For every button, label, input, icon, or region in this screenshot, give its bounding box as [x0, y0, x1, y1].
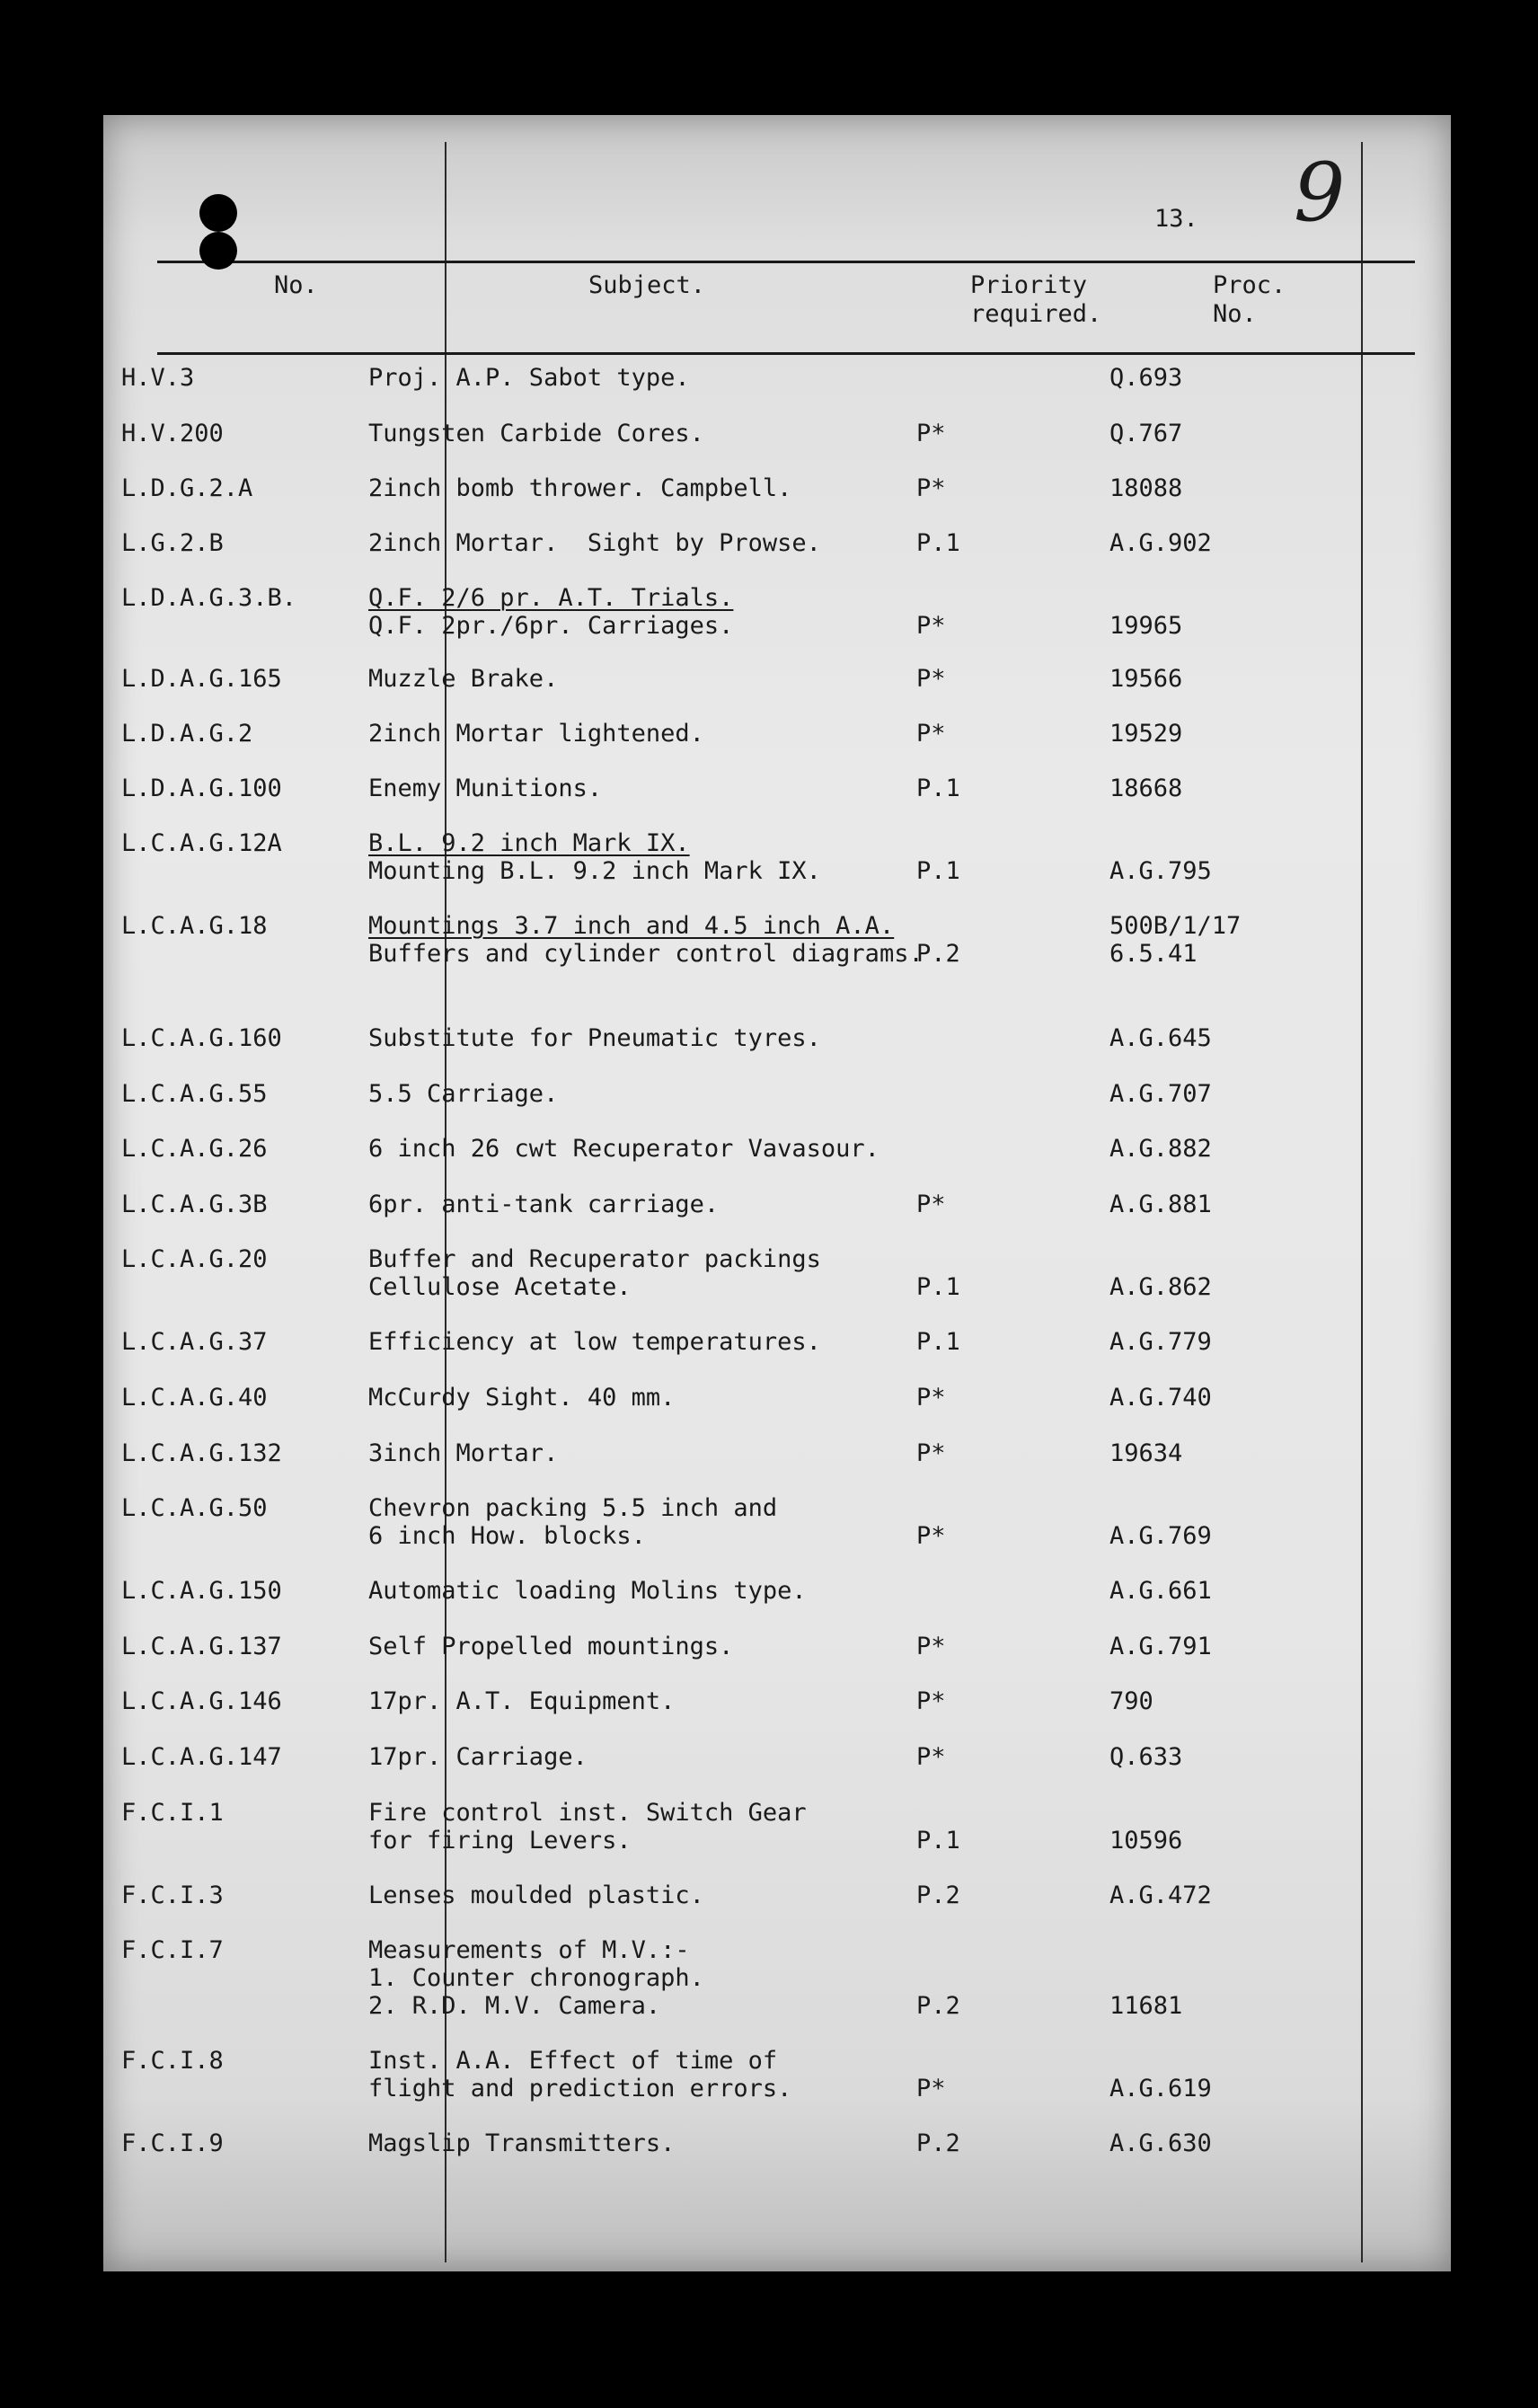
row-priority: P.2 — [916, 940, 960, 968]
row-subject: Muzzle Brake. — [368, 665, 559, 693]
row-subject: Q.F. 2/6 pr. A.T. Trials. — [368, 584, 734, 612]
row-subject: Substitute for Pneumatic tyres. — [368, 1024, 821, 1052]
row-priority: P* — [916, 665, 946, 693]
row-proc-number: 10596 — [1109, 1827, 1183, 1855]
row-proc-number: A.G.902 — [1109, 529, 1212, 557]
row-priority: P* — [916, 1191, 946, 1218]
row-subject: Q.F. 2pr./6pr. Carriages. — [368, 612, 734, 640]
row-proc-number: A.G.707 — [1109, 1080, 1212, 1108]
row-number: L.C.A.G.150 — [121, 1577, 282, 1605]
row-proc-number: 18088 — [1109, 474, 1183, 502]
row-priority: P* — [916, 1439, 946, 1467]
row-subject: Tungsten Carbide Cores. — [368, 420, 704, 447]
row-number: L.C.A.G.20 — [121, 1245, 268, 1273]
row-priority: P* — [916, 1522, 946, 1550]
row-proc-number: A.G.661 — [1109, 1577, 1212, 1605]
row-subject: 6 inch How. blocks. — [368, 1522, 646, 1550]
row-subject: Efficiency at low temperatures. — [368, 1328, 821, 1356]
row-subject: 2inch Mortar lightened. — [368, 720, 704, 748]
row-subject: Enemy Munitions. — [368, 775, 603, 802]
header-rule-top — [157, 261, 1415, 263]
row-subject: Mounting B.L. 9.2 inch Mark IX. — [368, 857, 821, 885]
row-number: L.C.A.G.40 — [121, 1384, 268, 1412]
row-proc-number: 19965 — [1109, 612, 1183, 640]
row-priority: P.2 — [916, 1881, 960, 1909]
row-subject: Buffers and cylinder control diagrams. — [368, 940, 924, 968]
header-priority: Priority required. — [970, 271, 1102, 328]
row-subject: 2inch bomb thrower. Campbell. — [368, 474, 792, 502]
row-subject: 2inch Mortar. Sight by Prowse. — [368, 529, 821, 557]
row-proc-number: A.G.630 — [1109, 2129, 1212, 2157]
row-subject: Lenses moulded plastic. — [368, 1881, 704, 1909]
row-subject: 17pr. A.T. Equipment. — [368, 1687, 676, 1715]
row-number: L.C.A.G.12A — [121, 829, 282, 857]
row-priority: P.1 — [916, 775, 960, 802]
row-number: L.D.A.G.165 — [121, 665, 282, 693]
row-priority: P* — [916, 420, 946, 447]
row-number: L.D.A.G.3.B. — [121, 584, 297, 612]
row-priority: P* — [916, 1743, 946, 1771]
row-priority: P* — [916, 612, 946, 640]
header-rule-bottom — [157, 352, 1415, 355]
row-proc-number: 19529 — [1109, 720, 1183, 748]
row-subject: 1. Counter chronograph. — [368, 1964, 704, 1992]
row-proc-number: A.G.881 — [1109, 1191, 1212, 1218]
row-priority: P* — [916, 1687, 946, 1715]
row-subject: Measurements of M.V.:- — [368, 1936, 690, 1964]
row-subject: Cellulose Acetate. — [368, 1273, 632, 1301]
row-priority: P.1 — [916, 1328, 960, 1356]
row-subject: Inst. A.A. Effect of time of — [368, 2047, 778, 2075]
row-subject: Fire control inst. Switch Gear — [368, 1799, 807, 1827]
row-number: F.C.I.8 — [121, 2047, 224, 2075]
header-no: No. — [274, 271, 318, 299]
row-proc-number: A.G.645 — [1109, 1024, 1212, 1052]
row-number: L.D.A.G.100 — [121, 775, 282, 802]
row-subject: McCurdy Sight. 40 mm. — [368, 1384, 676, 1412]
row-number: F.C.I.7 — [121, 1936, 224, 1964]
row-number: H.V.200 — [121, 420, 224, 447]
row-subject: Automatic loading Molins type. — [368, 1577, 807, 1605]
row-proc-number: A.G.882 — [1109, 1135, 1212, 1163]
row-proc-number: A.G.791 — [1109, 1633, 1212, 1660]
row-priority: P.2 — [916, 1992, 960, 2020]
row-subject: 6pr. anti-tank carriage. — [368, 1191, 720, 1218]
row-subject: 3inch Mortar. — [368, 1439, 559, 1467]
row-number: L.C.A.G.55 — [121, 1080, 268, 1108]
row-number: L.G.2.B — [121, 529, 224, 557]
row-priority: P* — [916, 1633, 946, 1660]
column-divider-right — [1361, 142, 1363, 2262]
punch-hole-bottom — [199, 232, 237, 270]
row-proc-number: A.G.769 — [1109, 1522, 1212, 1550]
row-proc-number: A.G.862 — [1109, 1273, 1212, 1301]
row-number: F.C.I.1 — [121, 1799, 224, 1827]
row-subject: Chevron packing 5.5 inch and — [368, 1494, 778, 1522]
row-priority: P* — [916, 1384, 946, 1412]
row-subject: Mountings 3.7 inch and 4.5 inch A.A. — [368, 912, 895, 940]
row-proc-number: Q.693 — [1109, 364, 1183, 392]
header-proc: Proc. No. — [1213, 271, 1286, 328]
row-subject: B.L. 9.2 inch Mark IX. — [368, 829, 690, 857]
row-proc-number: 790 — [1109, 1687, 1154, 1715]
row-subject: 2. R.D. M.V. Camera. — [368, 1992, 661, 2020]
row-proc-number: A.G.619 — [1109, 2075, 1212, 2103]
row-number: L.D.A.G.2 — [121, 720, 253, 748]
row-proc-number: Q.767 — [1109, 420, 1183, 447]
punch-hole-top — [199, 194, 237, 232]
row-number: L.C.A.G.132 — [121, 1439, 282, 1467]
row-number: L.C.A.G.147 — [121, 1743, 282, 1771]
row-proc-number: Q.633 — [1109, 1743, 1183, 1771]
row-number: L.C.A.G.3B — [121, 1191, 268, 1218]
folio-number: 9 — [1294, 146, 1346, 240]
row-number: L.C.A.G.160 — [121, 1024, 282, 1052]
row-number: H.V.3 — [121, 364, 195, 392]
row-proc-number: 18668 — [1109, 775, 1183, 802]
row-number: L.C.A.G.50 — [121, 1494, 268, 1522]
row-subject: 17pr. Carriage. — [368, 1743, 588, 1771]
row-subject: 6 inch 26 cwt Recuperator Vavasour. — [368, 1135, 879, 1163]
row-priority: P* — [916, 474, 946, 502]
row-number: F.C.I.9 — [121, 2129, 224, 2157]
row-subject: Proj. A.P. Sabot type. — [368, 364, 690, 392]
row-proc-number: A.G.472 — [1109, 1881, 1212, 1909]
row-priority: P.1 — [916, 857, 960, 885]
row-subject: flight and prediction errors. — [368, 2075, 792, 2103]
row-priority: P.1 — [916, 1827, 960, 1855]
row-proc-number: 19566 — [1109, 665, 1183, 693]
row-priority: P.1 — [916, 1273, 960, 1301]
row-proc-number: 11681 — [1109, 1992, 1183, 2020]
row-number: L.C.A.G.146 — [121, 1687, 282, 1715]
row-number: L.D.G.2.A — [121, 474, 253, 502]
row-proc-number: A.G.779 — [1109, 1328, 1212, 1356]
row-number: L.C.A.G.137 — [121, 1633, 282, 1660]
row-proc-number: A.G.795 — [1109, 857, 1212, 885]
row-number: L.C.A.G.37 — [121, 1328, 268, 1356]
row-number: L.C.A.G.26 — [121, 1135, 268, 1163]
row-subject: Magslip Transmitters. — [368, 2129, 676, 2157]
row-subject: for firing Levers. — [368, 1827, 632, 1855]
row-priority: P.1 — [916, 529, 960, 557]
row-subject: Buffer and Recuperator packings — [368, 1245, 821, 1273]
row-proc-number: 500B/1/17 6.5.41 — [1109, 912, 1242, 968]
row-number: F.C.I.3 — [121, 1881, 224, 1909]
header-subject: Subject. — [588, 271, 706, 299]
row-priority: P.2 — [916, 2129, 960, 2157]
row-subject: Self Propelled mountings. — [368, 1633, 734, 1660]
row-number: L.C.A.G.18 — [121, 912, 268, 940]
row-priority: P* — [916, 720, 946, 748]
row-proc-number: A.G.740 — [1109, 1384, 1212, 1412]
row-priority: P* — [916, 2075, 946, 2103]
row-proc-number: 19634 — [1109, 1439, 1183, 1467]
page-number: 13. — [1154, 205, 1198, 233]
row-subject: 5.5 Carriage. — [368, 1080, 559, 1108]
document-page — [103, 115, 1451, 2271]
